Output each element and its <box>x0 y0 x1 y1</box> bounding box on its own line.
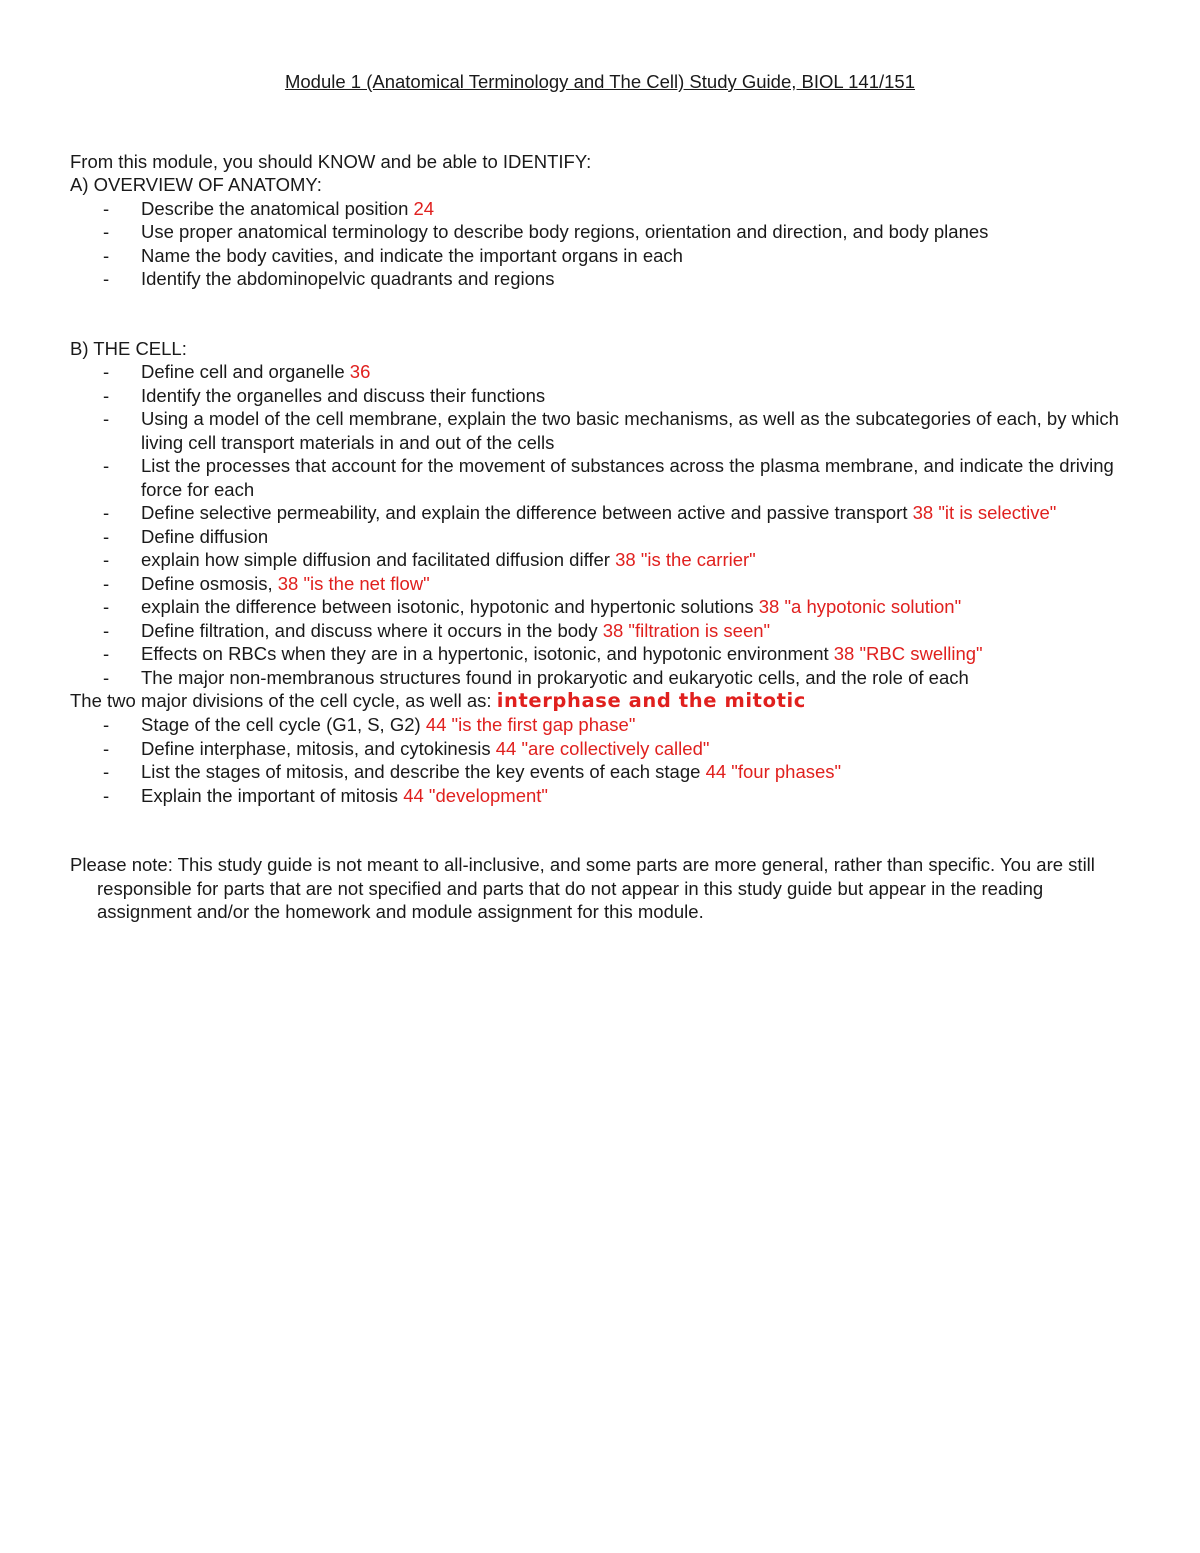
item-text: Explain the important of mitosis <box>141 784 404 806</box>
list-item <box>70 666 1130 690</box>
dash-bullet: - <box>103 268 110 289</box>
page-reference: 38 "filtration is seen" <box>602 619 771 641</box>
page-reference: 38 "it is selective" <box>912 502 1057 523</box>
item-text: Effects on RBCs when they are in a hypertonic, isotonic, and hypotonic environment <box>141 643 834 664</box>
item-text: Define filtration, and discuss where it occurs in the body <box>141 619 603 641</box>
dash-bullet: - <box>103 761 110 782</box>
list-item <box>70 572 1130 596</box>
dash-bullet: - <box>103 596 110 617</box>
list-item <box>70 642 1130 666</box>
item-text: explain the difference between isotonic, hypotonic and hypertonic solutions <box>141 596 759 617</box>
cell-cycle-list <box>70 713 1130 807</box>
page-reference: 38 "RBC swelling" <box>833 643 983 664</box>
dash-bullet: - <box>103 619 110 641</box>
page-reference: 24 <box>413 197 435 219</box>
disclaimer-note: Please note: This study guide is not meant to all-inclusive, and some parts are more general, rather than specific. You are still responsible for parts that are not specified and parts that do not appear in this study guide but appear in the reading assignment and/or the homework and module assignment for this module. <box>70 854 1095 922</box>
page-title: Module 1 (Anatomical Terminology and The Cell) Study Guide, BIOL 141/151 <box>284 71 916 92</box>
list-item <box>70 360 1130 384</box>
spacer <box>70 291 1130 337</box>
list-item <box>70 384 1130 408</box>
dash-bullet: - <box>103 221 110 242</box>
page-reference: 38 "is the net flow" <box>277 572 430 594</box>
item-text: explain how simple diffusion and facilitated diffusion differ <box>141 549 616 570</box>
page-reference: 44 "development" <box>403 784 548 806</box>
item-text: Identify the abdominopelvic quadrants and regions <box>141 268 555 289</box>
page-reference: 36 <box>349 361 371 382</box>
item-text: List the stages of mitosis, and describe the key events of each stage <box>141 761 706 782</box>
study-guide-page <box>70 70 1130 924</box>
list-item <box>70 737 1130 761</box>
list-item <box>70 454 1130 501</box>
list-item <box>70 619 1130 643</box>
list-item <box>70 713 1130 737</box>
list-item <box>70 267 1130 291</box>
item-text: Name the body cavities, and indicate the important organs in each <box>141 244 683 266</box>
item-text: Use proper anatomical terminology to describe body regions, orientation and direction, and body planes <box>141 221 989 242</box>
section-a-heading: A) OVERVIEW OF ANATOMY: <box>70 174 322 195</box>
item-text: Using a model of the cell membrane, explain the two basic mechanisms, as well as the subcategories of each, by which living cell transport materials in and out of the cells <box>141 408 1119 453</box>
dash-bullet: - <box>103 784 110 806</box>
intro-text: From this module, you should KNOW and be able to IDENTIFY: <box>70 150 592 172</box>
list-item <box>70 244 1130 268</box>
page-reference: 38 "is the carrier" <box>615 549 756 570</box>
page-reference: 38 "a hypotonic solution" <box>758 596 962 617</box>
list-item <box>70 197 1130 221</box>
dash-bullet: - <box>103 384 110 406</box>
list-item <box>70 784 1130 808</box>
dash-bullet: - <box>103 714 110 735</box>
page-reference: 44 "are collectively called" <box>495 737 710 759</box>
list-item <box>70 595 1130 619</box>
cell-cycle-emphasis: interphase and the mitotic <box>496 689 806 712</box>
item-text: Define diffusion <box>141 525 269 547</box>
section-a-list <box>70 197 1130 291</box>
dash-bullet: - <box>103 197 110 219</box>
dash-bullet: - <box>103 455 110 476</box>
item-text: Stage of the cell cycle (G1, S, G2) <box>141 714 426 735</box>
item-text: Identify the organelles and discuss their functions <box>141 384 546 406</box>
list-item <box>70 548 1130 572</box>
dash-bullet: - <box>103 361 110 382</box>
item-text: Define osmosis, <box>141 572 278 594</box>
dash-bullet: - <box>103 408 110 429</box>
section-b-heading: B) THE CELL: <box>70 337 187 359</box>
item-text: Define interphase, mitosis, and cytokinesis <box>141 737 496 759</box>
dash-bullet: - <box>103 666 110 688</box>
spacer <box>70 807 1130 853</box>
dash-bullet: - <box>103 572 110 594</box>
item-text: Define cell and organelle <box>141 361 350 382</box>
dash-bullet: - <box>103 737 110 759</box>
item-text: The major non-membranous structures found in prokaryotic and eukaryotic cells, and the role of each <box>141 666 969 688</box>
list-item <box>70 760 1130 784</box>
section-b-list <box>70 360 1130 689</box>
cell-cycle-text: The two major divisions of the cell cycle, as well as: <box>70 690 497 711</box>
dash-bullet: - <box>103 549 110 570</box>
cell-cycle-line <box>70 689 1130 713</box>
list-item <box>70 407 1130 454</box>
page-reference: 44 "is the first gap phase" <box>425 714 636 735</box>
dash-bullet: - <box>103 525 110 547</box>
list-item <box>70 525 1130 549</box>
dash-bullet: - <box>103 244 110 266</box>
dash-bullet: - <box>103 502 110 523</box>
dash-bullet: - <box>103 643 110 664</box>
page-reference: 44 "four phases" <box>705 761 842 782</box>
item-text: List the processes that account for the movement of substances across the plasma membrane, and indicate the driving force for each <box>141 455 1114 500</box>
item-text: Describe the anatomical position <box>141 197 414 219</box>
list-item <box>70 501 1130 525</box>
list-item <box>70 220 1130 244</box>
item-text: Define selective permeability, and explain the difference between active and passive transport <box>141 502 913 523</box>
